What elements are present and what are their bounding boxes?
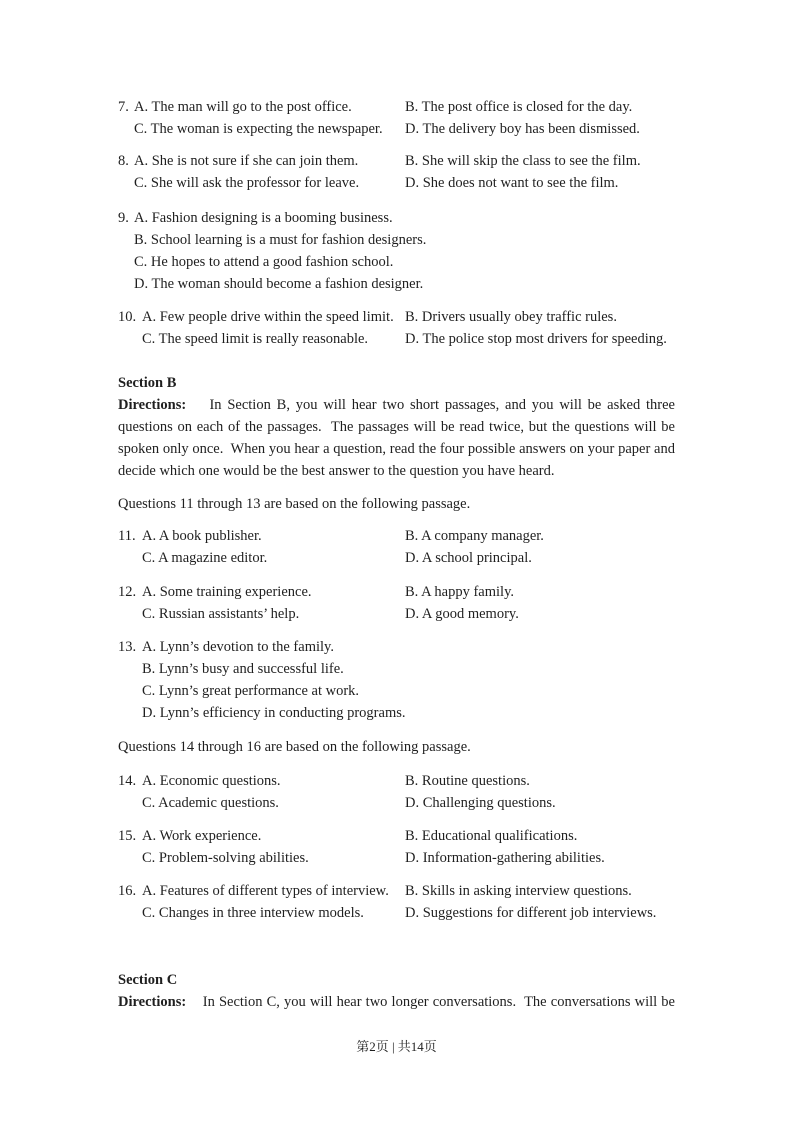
q15-option-b: B. Educational qualifications. xyxy=(405,828,578,844)
q11-option-c: C. A magazine editor. xyxy=(142,550,268,566)
q10-option-d: D. The police stop most drivers for speeding. xyxy=(405,331,667,347)
q14-option-a: A. Economic questions. xyxy=(142,773,281,789)
q9-option-d: D. The woman should become a fashion designer. xyxy=(134,276,424,292)
question-8 xyxy=(118,150,675,194)
q8-option-a: A. She is not sure if she can join them. xyxy=(134,153,359,169)
question-9-number: 9. xyxy=(118,210,129,226)
question-8-number: 8. xyxy=(118,153,129,169)
question-7-number: 7. xyxy=(118,99,129,115)
q16-option-c: C. Changes in three interview models. xyxy=(142,905,364,921)
section-c-directions xyxy=(118,991,675,1013)
q9-option-b: B. School learning is a must for fashion designers. xyxy=(134,232,427,248)
q13-option-d: D. Lynn’s efficiency in conducting programs. xyxy=(142,705,406,721)
question-7 xyxy=(118,96,675,140)
passage-intro-14-16: Questions 14 through 16 are based on the following passage. xyxy=(118,739,471,755)
q7-option-d: D. The delivery boy has been dismissed. xyxy=(405,121,640,137)
question-10 xyxy=(118,306,675,350)
page-footer: 第2页 | 共14页 xyxy=(356,1039,437,1054)
exam-page-content xyxy=(118,96,675,1013)
q13-option-c: C. Lynn’s great performance at work. xyxy=(142,683,360,699)
question-10-number: 10. xyxy=(118,309,137,325)
q11-option-b: B. A company manager. xyxy=(405,528,544,544)
q14-option-d: D. Challenging questions. xyxy=(405,795,556,811)
q15-option-c: C. Problem-solving abilities. xyxy=(142,850,309,866)
q16-option-d: D. Suggestions for different job interviews. xyxy=(405,905,657,921)
q8-option-d: D. She does not want to see the film. xyxy=(405,175,619,191)
q15-option-a: A. Work experience. xyxy=(142,828,262,844)
q8-option-b: B. She will skip the class to see the film. xyxy=(405,153,641,169)
question-9 xyxy=(118,207,675,295)
section-c-heading: Section C xyxy=(118,972,178,988)
q14-option-c: C. Academic questions. xyxy=(142,795,279,811)
spacer xyxy=(118,229,134,251)
q16-option-a: A. Features of different types of interview. xyxy=(142,883,389,899)
passage-intro-11-13: Questions 11 through 13 are based on the following passage. xyxy=(118,496,471,512)
question-15-number: 15. xyxy=(118,828,137,844)
spacer xyxy=(118,702,142,724)
q13-option-a: A. Lynn’s devotion to the family. xyxy=(142,639,334,655)
q7-option-c: C. The woman is expecting the newspaper. xyxy=(134,121,383,137)
spacer xyxy=(118,172,134,194)
q11-option-d: D. A school principal. xyxy=(405,550,532,566)
q13-option-b: B. Lynn’s busy and successful life. xyxy=(142,661,344,677)
question-16 xyxy=(118,880,675,924)
q7-option-b: B. The post office is closed for the day. xyxy=(405,99,633,115)
spacer xyxy=(118,273,134,295)
section-b-directions-label: Directions: xyxy=(118,397,187,413)
question-14-number: 14. xyxy=(118,773,137,789)
q11-option-a: A. A book publisher. xyxy=(142,528,262,544)
q15-option-d: D. Information-gathering abilities. xyxy=(405,850,605,866)
q10-option-a: A. Few people drive within the speed limit. xyxy=(142,309,394,325)
q12-option-c: C. Russian assistants’ help. xyxy=(142,606,300,622)
section-c-directions-label: Directions: xyxy=(118,994,187,1010)
spacer xyxy=(118,118,134,140)
q14-option-b: B. Routine questions. xyxy=(405,773,530,789)
spacer xyxy=(118,328,142,350)
spacer xyxy=(118,251,134,273)
question-13-number: 13. xyxy=(118,639,137,655)
spacer xyxy=(118,902,142,924)
spacer xyxy=(118,847,142,869)
q12-option-a: A. Some training experience. xyxy=(142,584,312,600)
question-11-number: 11. xyxy=(118,528,136,544)
q8-option-c: C. She will ask the professor for leave. xyxy=(134,175,360,191)
section-c-directions-text: In Section C, you will hear two longer conversations. The conversations will be xyxy=(186,994,675,1010)
q16-option-b: B. Skills in asking interview questions. xyxy=(405,883,632,899)
spacer xyxy=(118,680,142,702)
section-b-directions-text: In Section B, you will hear two short passages, and you will be asked three questions on each of the passages. The passages will be read twice, but the questions will be spoken only once. When you hear a question, read the four possible answers on your paper and decide which one would be the best answer to the question you have heard. xyxy=(118,397,675,479)
q7-option-a: A. The man will go to the post office. xyxy=(134,99,352,115)
q10-option-c: C. The speed limit is really reasonable. xyxy=(142,331,369,347)
section-b-heading: Section B xyxy=(118,375,177,391)
q12-option-b: B. A happy family. xyxy=(405,584,515,600)
question-11 xyxy=(118,525,675,569)
q10-option-b: B. Drivers usually obey traffic rules. xyxy=(405,309,617,325)
question-15 xyxy=(118,825,675,869)
question-13 xyxy=(118,636,675,724)
question-16-number: 16. xyxy=(118,883,137,899)
q9-option-c: C. He hopes to attend a good fashion school. xyxy=(134,254,394,270)
section-b-directions xyxy=(118,394,675,482)
spacer xyxy=(118,792,142,814)
question-12-number: 12. xyxy=(118,584,137,600)
question-12 xyxy=(118,581,675,625)
spacer xyxy=(118,603,142,625)
q12-option-d: D. A good memory. xyxy=(405,606,519,622)
q9-option-a: A. Fashion designing is a booming business. xyxy=(134,210,393,226)
spacer xyxy=(118,547,142,569)
spacer xyxy=(118,658,142,680)
question-14 xyxy=(118,770,675,814)
